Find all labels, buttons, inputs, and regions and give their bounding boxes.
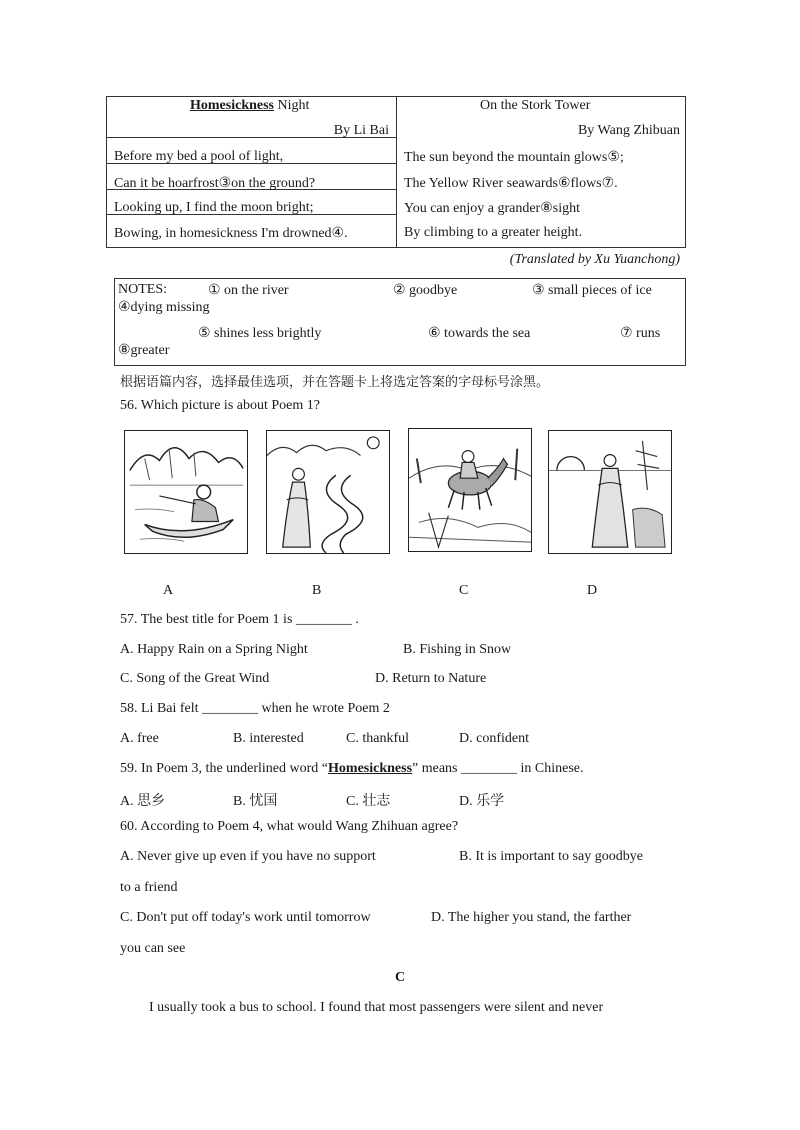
question-60-option-d-cont: you can see bbox=[120, 941, 186, 956]
man-standing-moon-picture[interactable] bbox=[548, 430, 672, 554]
poem-table-divider bbox=[396, 97, 397, 247]
question-60-option-a[interactable]: A. Never give up even if you have no support bbox=[120, 849, 376, 864]
poem4-line: By climbing to a greater height. bbox=[404, 225, 583, 240]
question-59-option-b[interactable]: B. 忧国 bbox=[233, 794, 278, 809]
question-59-option-d[interactable]: D. 乐学 bbox=[459, 794, 505, 809]
poem3-line: Looking up, I find the moon bright; bbox=[114, 200, 314, 215]
question-58-stem: 58. Li Bai felt ________ when he wrote Poem 2 bbox=[120, 701, 390, 716]
section-c-paragraph: I usually took a bus to school. I found that most passengers were silent and never bbox=[149, 1000, 604, 1015]
notes-label: NOTES: bbox=[118, 282, 167, 297]
question-57-option-c[interactable]: C. Song of the Great Wind bbox=[120, 671, 270, 686]
question-59-word: Homesickness bbox=[328, 761, 413, 776]
instruction: 根据语篇内容，选择最佳选项，并在答题卡上将选定答案的字母标号涂黑。 bbox=[120, 375, 550, 390]
poem3-author: By Li Bai bbox=[333, 123, 389, 138]
question-58-option-c[interactable]: C. thankful bbox=[346, 731, 409, 746]
option-label-d: D bbox=[587, 583, 598, 598]
question-58-option-d[interactable]: D. confident bbox=[459, 731, 529, 746]
question-57-option-b[interactable]: B. Fishing in Snow bbox=[403, 642, 512, 657]
fisherman-boat-picture[interactable] bbox=[124, 430, 248, 554]
question-57-stem: 57. The best title for Poem 1 is ________ . bbox=[120, 612, 359, 627]
question-57-option-a[interactable]: A. Happy Rain on a Spring Night bbox=[120, 642, 308, 657]
question-60-stem: 60. According to Poem 4, what would Wang Zhihuan agree? bbox=[120, 819, 459, 834]
option-label-b: B bbox=[312, 583, 322, 598]
poem3-line: Before my bed a pool of light, bbox=[114, 149, 284, 164]
poem4-line: The sun beyond the mountain glows⑤; bbox=[404, 150, 624, 165]
question-60-option-d[interactable]: D. The higher you stand, the farther bbox=[431, 910, 632, 925]
poem3-line: Can it be hoarfrost③on the ground? bbox=[114, 176, 316, 191]
note-item: ⑥ towards the sea bbox=[428, 326, 531, 341]
poem4-author: By Wang Zhibuan bbox=[577, 123, 680, 138]
option-label-c: C bbox=[459, 583, 469, 598]
question-59-option-c[interactable]: C. 壮志 bbox=[346, 794, 391, 809]
note-item: ⑦ runs bbox=[620, 326, 661, 341]
horse-rider-picture[interactable] bbox=[408, 428, 532, 552]
question-57-option-d[interactable]: D. Return to Nature bbox=[375, 671, 487, 686]
section-heading: C bbox=[395, 970, 406, 985]
poem4-title: On the Stork Tower bbox=[480, 98, 591, 113]
note-item: ⑤ shines less brightly bbox=[198, 326, 322, 341]
poem4-line: You can enjoy a grander⑧sight bbox=[404, 201, 580, 216]
note-item: ③ small pieces of ice bbox=[532, 283, 652, 298]
note-item: ② goodbye bbox=[393, 283, 458, 298]
question-60-option-b[interactable]: B. It is important to say goodbye bbox=[459, 849, 643, 864]
note-item: ⑧greater bbox=[118, 343, 170, 358]
poem4-line: The Yellow River seawards⑥flows⑦. bbox=[404, 176, 618, 191]
man-by-river-picture[interactable] bbox=[266, 430, 390, 554]
question-60-option-b-cont: to a friend bbox=[120, 880, 178, 895]
poem3-title-rest: Night bbox=[277, 98, 310, 113]
translator-credit: (Translated by Xu Yuanchong) bbox=[509, 252, 680, 267]
question-59-stem bbox=[120, 761, 584, 777]
question-56-stem: 56. Which picture is about Poem 1? bbox=[120, 398, 320, 413]
question-59-option-a[interactable]: A. 思乡 bbox=[120, 794, 166, 809]
poem3-title-underlined: Homesickness bbox=[190, 98, 274, 113]
note-item: ④dying missing bbox=[118, 300, 210, 315]
question-60-option-c[interactable]: C. Don't put off today's work until tomorrow bbox=[120, 910, 371, 925]
question-59-stem-pre: 59. In Poem 3, the underlined word “ bbox=[120, 761, 329, 776]
question-59-stem-post: ” means ________ in Chinese. bbox=[412, 761, 584, 776]
poem3-line: Bowing, in homesickness I'm drowned④. bbox=[114, 226, 348, 241]
poem3-title bbox=[190, 98, 309, 114]
question-58-option-b[interactable]: B. interested bbox=[233, 731, 304, 746]
option-label-a: A bbox=[163, 583, 174, 598]
note-item: ① on the river bbox=[208, 283, 289, 298]
question-58-option-a[interactable]: A. free bbox=[120, 731, 159, 746]
